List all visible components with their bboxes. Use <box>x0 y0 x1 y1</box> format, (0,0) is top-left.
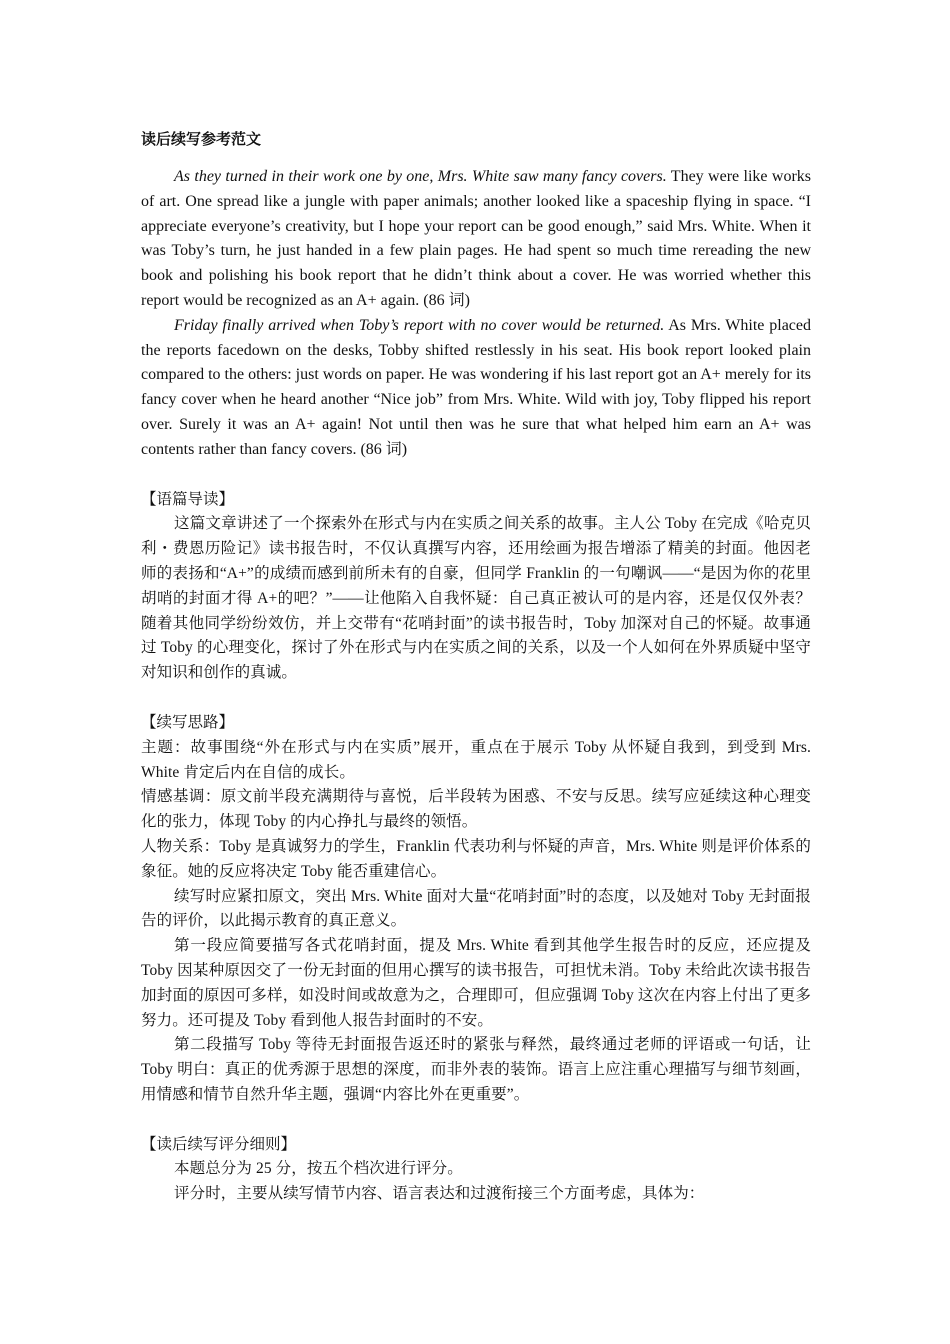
approach-tip-3: 第二段描写 Toby 等待无封面报告返还时的紧张与释然，最终通过老师的评语或一句话，让 Toby 明白：真正的优秀源于思想的深度，而非外表的装饰。语言上应注重心理描写与细节刻画，用情感和情节自然升华主题，强调“内容比外在更重要”。 <box>141 1036 811 1103</box>
approach-tip-2: 第一段应简要描写各式花哨封面，提及 Mrs. White 看到其他学生报告时的反应，还应提及 Toby 因某种原因交了一份无封面的但用心撰写的读书报告，可担忧未消。Toby 未给此次读书报告加封面的原因可多样，如没时间或故意为之，合理即可，但应强调 Toby 这次在内容上付出了更多努力。还可提及 Toby 看到他人报告封面时的不安。 <box>141 937 811 1029</box>
paragraph-2-body: As Mrs. White placed the reports facedown on the desks, Tobby shifted restlessly in his seat. His book report looked plain compared to the others: just words on paper. He was wondering if his last report got an A+ merely for its fancy cover when he heard another “Nice job” from Mrs. White. Wild with joy, Toby flipped his report over. Surely it was an A+ again! Not until then was he sure that what helped him earn an A+ was contents rather than fancy covers. (86 词) <box>141 316 812 458</box>
approach-section <box>141 711 811 1108</box>
paragraph-1-body: They were like works of art. One spread like a jungle with paper animals; another looked like a spaceship flying in space. “I appreciate everyone’s creativity, but I hope your report can be good enough,” said Mrs. White. When it was Toby’s turn, he just handed in a few plain pages. He had spent so much time rereading the new book and polishing his book report that he didn’t think about a cover. He was worried whether this report would be recognized as an A+ again. (86 词) <box>141 168 811 309</box>
guide-text: 这篇文章讲述了一个探索外在形式与内在实质之间关系的故事。主人公 Toby 在完成《哈克贝利・费恩历险记》读书报告时，不仅认真撰写内容，还用绘画为报告增添了精美的封面。他因老师的表扬和“A+”的成绩而感到前所未有的自豪，但同学 Franklin 的一句嘲讽——“是因为你的花里胡哨的封面才得 A+的吧？”——让他陷入自我怀疑：自己真正被认可的是内容，还是仅仅外表？随着其他同学纷纷效仿，并上交带有“花哨封面”的读书报告时，Toby 加深对自己的怀疑。故事通过 Toby 的心理变化，探讨了外在形式与内在实质之间的关系，以及一个人如何在外界质疑中坚守对知识和创作的真诚。 <box>141 515 811 682</box>
rubric-line-2: 评分时，主要从续写情节内容、语言表达和过渡衔接三个方面考虑，具体为： <box>174 1185 705 1203</box>
rubric-section <box>141 1133 811 1207</box>
sample-paragraph-2 <box>141 314 811 463</box>
document-page <box>141 127 811 1207</box>
paragraph-1-lead-sentence: As they turned in their work one by one, Mrs. White saw many fancy covers. <box>174 168 667 185</box>
guide-heading: 【语篇导读】 <box>141 490 235 508</box>
guide-section <box>141 488 811 686</box>
approach-theme: 主题：故事围绕“外在形式与内在实质”展开，重点在于展示 Toby 从怀疑自我到，到受到 Mrs. White 肯定后内在自信的成长。 <box>141 738 811 781</box>
document-title: 读后续写参考范文 <box>141 130 262 148</box>
approach-heading: 【续写思路】 <box>141 713 235 731</box>
approach-tip-1: 续写时应紧扣原文，突出 Mrs. White 面对大量“花哨封面”时的态度，以及她对 Toby 无封面报告的评价，以此揭示教育的真正意义。 <box>141 887 811 930</box>
sample-paragraph-1 <box>141 165 811 314</box>
rubric-line-1: 本题总分为 25 分，按五个档次进行评分。 <box>174 1160 463 1178</box>
paragraph-2-lead-sentence: Friday finally arrived when Toby’s report with no cover would be returned. <box>174 316 665 334</box>
rubric-heading: 【读后续写评分细则】 <box>141 1135 297 1153</box>
approach-relations: 人物关系：Toby 是真诚努力的学生，Franklin 代表功利与怀疑的声音，Mrs. White 则是评价体系的象征。她的反应将决定 Toby 能否重建信心。 <box>141 837 811 880</box>
approach-tone: 情感基调：原文前半段充满期待与喜悦，后半段转为困惑、不安与反思。续写应延续这种心理变化的张力，体现 Toby 的内心挣扎与最终的领悟。 <box>141 788 811 831</box>
